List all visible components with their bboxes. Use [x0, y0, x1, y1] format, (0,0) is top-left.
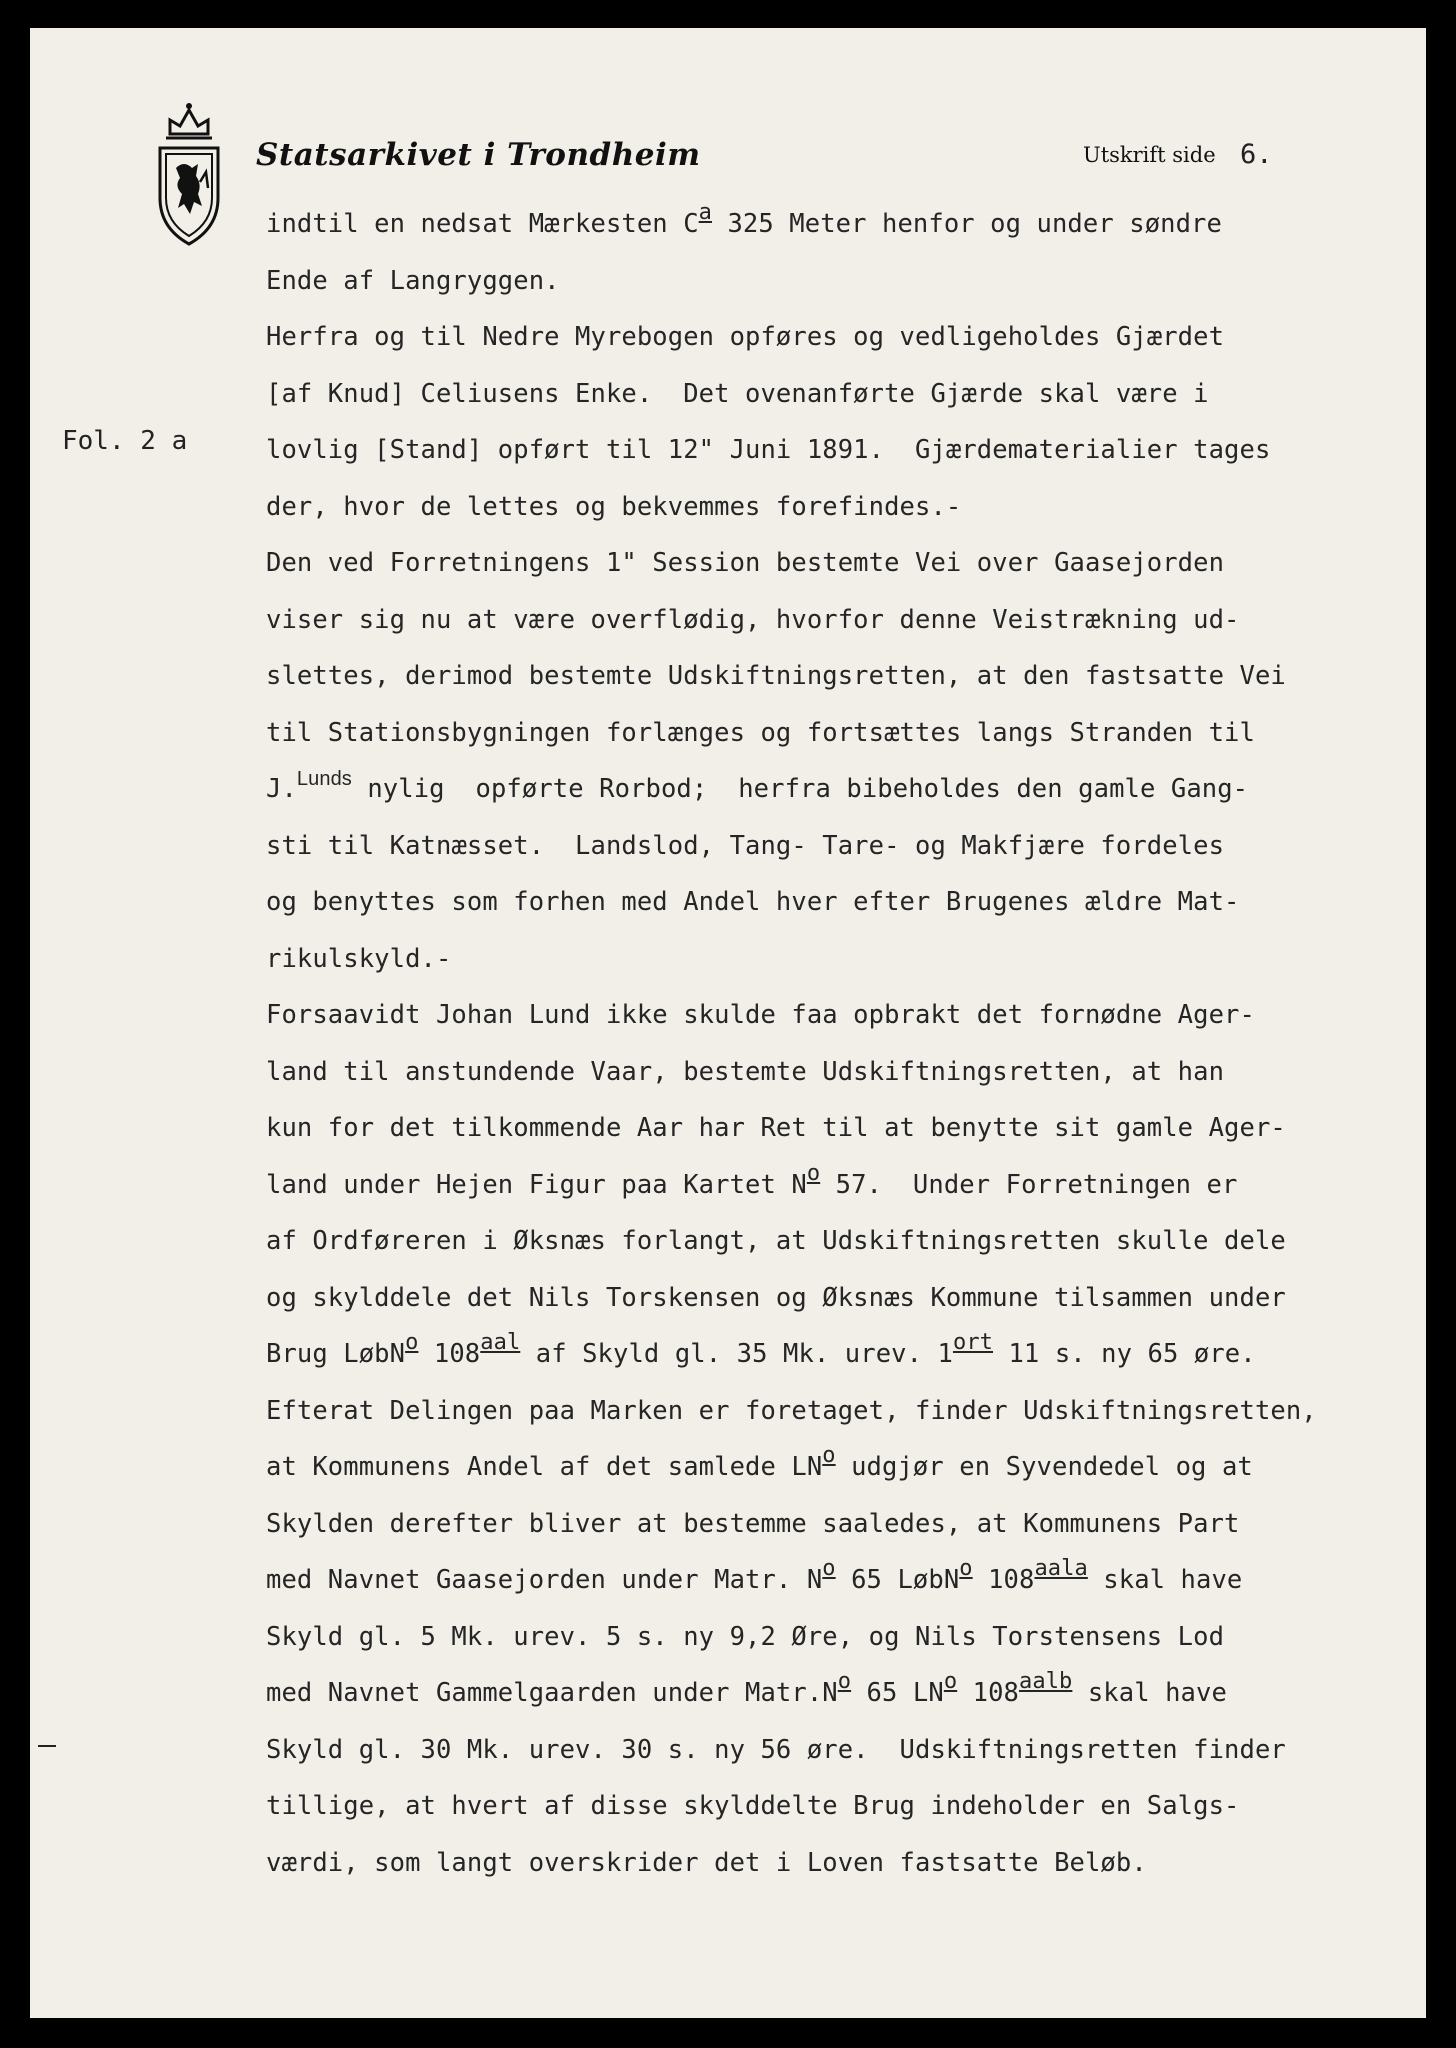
- superscript: o: [806, 1160, 821, 1186]
- text-line: [266, 366, 1426, 423]
- text-run: slettes, derimod bestemte Udskiftningsretten, at den fastsatte Vei: [266, 661, 1286, 691]
- superscript: o: [822, 1443, 836, 1468]
- text-line: [266, 1213, 1426, 1270]
- text-run: der, hvor de lettes og bekvemmes forefindes.-: [266, 491, 962, 522]
- text-run: Skylden derefter bliver at bestemme saaledes, at Kommunens Part: [266, 1508, 1240, 1539]
- superscript: Lunds: [296, 768, 352, 790]
- text-run: kun for det tilkommende Aar har Ret til at benytte sit gamle Ager-: [266, 1113, 1286, 1143]
- text-run: viser sig nu at være overflødig, hvorfor denne Veistrækning ud-: [266, 604, 1240, 635]
- superscript: aal: [480, 1330, 521, 1355]
- text-line: [266, 705, 1426, 762]
- text-line: [266, 987, 1426, 1044]
- text-run: til Stationsbygningen forlænges og fortsættes langs Stranden til: [266, 717, 1255, 748]
- superscript: a: [698, 200, 713, 225]
- text-run: værdi, som langt overskrider det i Loven fastsatte Beløb.: [266, 1847, 1147, 1878]
- utskrift-label: Utskrift side: [1083, 143, 1216, 167]
- superscript: o: [405, 1330, 419, 1355]
- text-line: [266, 1439, 1426, 1496]
- text-line: [266, 309, 1426, 366]
- text-line: [266, 1383, 1426, 1440]
- margin-note: Fol. 2 a: [62, 426, 188, 456]
- text-run: 11 s. ny 65 øre.: [993, 1339, 1256, 1369]
- superscript: o: [959, 1556, 973, 1581]
- text-run: 57. Under Forretningen er: [820, 1169, 1238, 1200]
- text-line: [266, 1044, 1426, 1101]
- norwegian-coat-of-arms-icon: [140, 98, 238, 248]
- text-line: [266, 1722, 1426, 1779]
- text-run: at Kommunens Andel af det samlede LN: [266, 1452, 823, 1482]
- text-line: [266, 1609, 1426, 1666]
- text-line: [266, 874, 1426, 931]
- text-line: [266, 253, 1426, 310]
- text-run: Forsaavidt Johan Lund ikke skulde faa opbrakt det fornødne Ager-: [266, 1000, 1255, 1030]
- text-line: [266, 761, 1426, 818]
- text-line: [266, 818, 1426, 875]
- text-line: [266, 648, 1426, 705]
- text-run: 108: [972, 1565, 1035, 1595]
- text-run: 65 LøbN: [835, 1565, 960, 1595]
- text-line: [266, 1665, 1426, 1722]
- page-number: 6.: [1240, 139, 1273, 170]
- text-run: udgjør en Syvendedel og at: [835, 1452, 1253, 1482]
- text-run: skal have: [1087, 1565, 1243, 1595]
- text-run: 325 Meter henfor og under søndre: [712, 209, 1222, 239]
- text-line: [266, 1326, 1426, 1383]
- text-run: Brug LøbN: [266, 1339, 406, 1369]
- text-line: [266, 1552, 1426, 1609]
- text-run: af Skyld gl. 35 Mk. urev. 1: [520, 1339, 953, 1369]
- margin-dash: [38, 1745, 56, 1747]
- superscript: o: [822, 1556, 836, 1581]
- text-line: [266, 479, 1426, 536]
- transcription-text: [266, 196, 1426, 1891]
- text-run: Herfra og til Nedre Myrebogen opføres og vedligeholdes Gjærdet: [266, 322, 1225, 352]
- text-run: tillige, at hvert af disse skylddelte Brug indeholder en Salgs-: [266, 1791, 1240, 1821]
- text-run: J.: [266, 774, 297, 804]
- text-line: [266, 196, 1426, 253]
- text-line: [266, 535, 1426, 592]
- text-line: [266, 1270, 1426, 1327]
- text-run: Skyld gl. 5 Mk. urev. 5 s. ny 9,2 Øre, og Nils Torstensens Lod: [266, 1621, 1225, 1652]
- text-run: 65 LN: [851, 1678, 944, 1708]
- text-line: [266, 1778, 1426, 1835]
- text-line: [266, 1100, 1426, 1157]
- text-run: lovlig [Stand] opført til 12" Juni 1891. Gjærdematerialier tages: [266, 435, 1271, 465]
- text-line: [266, 422, 1426, 479]
- superscript: ort: [952, 1330, 994, 1355]
- text-run: Ende af Langryggen.: [266, 265, 560, 296]
- text-run: land til anstundende Vaar, bestemte Udskiftningsretten, at han: [266, 1056, 1225, 1087]
- text-line: [266, 931, 1426, 988]
- text-run: indtil en nedsat Mærkesten C: [266, 209, 699, 239]
- text-line: [266, 1157, 1426, 1214]
- text-run: af Ordføreren i Øksnæs forlangt, at Udskiftningsretten skulle dele: [266, 1226, 1286, 1256]
- text-line: [266, 1835, 1426, 1892]
- text-run: 108: [957, 1678, 1019, 1708]
- text-run: med Navnet Gaasejorden under Matr. N: [266, 1565, 823, 1595]
- archive-name: Statsarkivet i Trondheim: [256, 137, 701, 173]
- superscript: o: [837, 1669, 852, 1694]
- text-run: og benyttes som forhen med Andel hver efter Brugenes ældre Mat-: [266, 887, 1240, 917]
- text-run: Skyld gl. 30 Mk. urev. 30 s. ny 56 øre. Udskiftningsretten finder: [266, 1734, 1286, 1765]
- text-run: 108: [418, 1339, 481, 1369]
- text-run: Efterat Delingen paa Marken er foretaget, finder Udskiftningsretten,: [266, 1395, 1317, 1426]
- text-run: med Navnet Gammelgaarden under Matr.N: [266, 1678, 838, 1708]
- text-run: land under Hejen Figur paa Kartet N: [266, 1169, 807, 1200]
- text-run: nylig opførte Rorbod; herfra bibeholdes den gamle Gang-: [351, 774, 1249, 804]
- superscript: aalb: [1019, 1669, 1073, 1694]
- text-run: Den ved Forretningens 1" Session bestemte Vei over Gaasejorden: [266, 548, 1225, 578]
- text-run: og skylddele det Nils Torskensen og Øksnæs Kommune tilsammen under: [266, 1282, 1286, 1313]
- text-run: [af Knud] Celiusens Enke. Det ovenanførte Gjærde skal være i: [266, 378, 1209, 409]
- text-run: rikulskyld.-: [266, 943, 452, 974]
- text-line: [266, 592, 1426, 649]
- text-run: sti til Katnæsset. Landslod, Tang- Tare- og Makfjære fordeles: [266, 830, 1225, 861]
- superscript: aala: [1034, 1556, 1088, 1581]
- superscript: o: [943, 1669, 958, 1694]
- text-line: [266, 1496, 1426, 1553]
- text-run: skal have: [1072, 1678, 1227, 1708]
